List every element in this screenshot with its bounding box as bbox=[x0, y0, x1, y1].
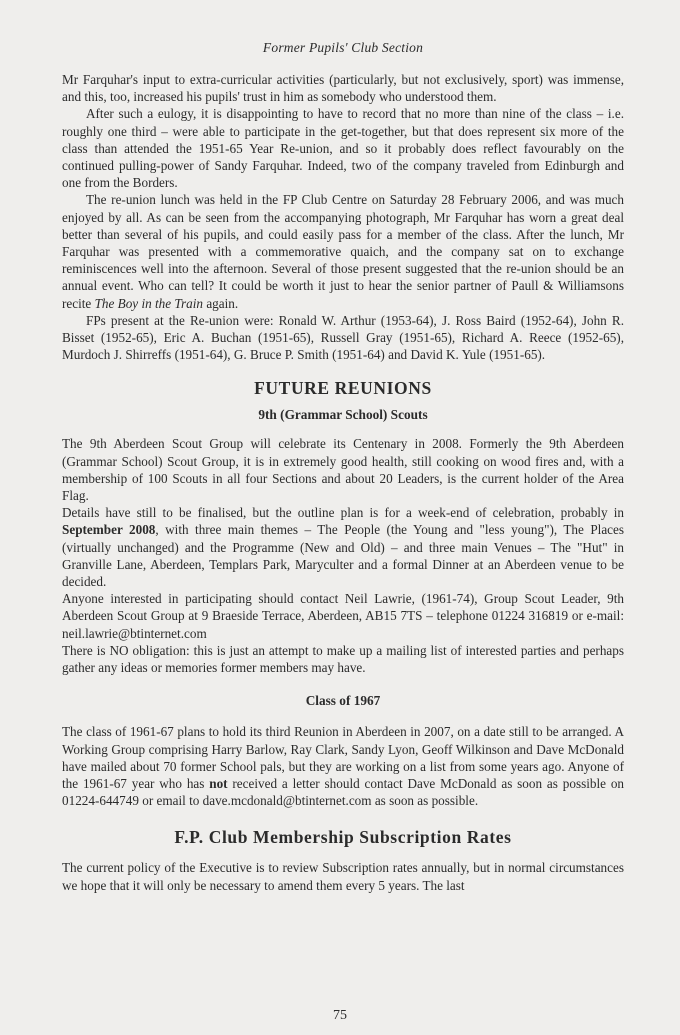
future-reunions-heading: FUTURE REUNIONS bbox=[254, 378, 432, 399]
membership-heading: F.P. Club Membership Subscription Rates bbox=[174, 827, 512, 848]
poem-title: The Boy in the Train bbox=[94, 295, 204, 311]
intro-paragraph-3 bbox=[62, 191, 624, 311]
scouts-obligation-paragraph: There is NO obligation: this is just an attempt to make up a mailing list of interested parties and perhaps gather any ideas or memories former members may have. bbox=[62, 642, 624, 676]
event-date: September 2008 bbox=[62, 522, 156, 538]
scouts-paragraph-2-end: , with three main themes – The People (the Young and "less young"), The Places (virtually unchanged) and the Programme (New and Old) – and three main Venues – The "Hut" in Granville Lane, Aberdeen, Templars Park, Maryculter and a formal Dinner at an Aberdeen venue to be decided. bbox=[62, 522, 625, 590]
intro-paragraph-2: After such a eulogy, it is disappointing to have to record that no more than nine of the class – i.e. roughly one third – were able to participate in the get-together, but that does represent six more of the class than attended the 1951-65 Year Re-union, and so it probably does reflect favourably on the continued pulling-power of Sandy Farquhar. Indeed, two of the company traveled from Edinburgh and one from the Borders. bbox=[62, 106, 624, 191]
page-number: 75 bbox=[333, 1008, 347, 1023]
scouts-subheading: 9th (Grammar School) Scouts bbox=[258, 407, 428, 423]
intro-paragraph-3-end: again. bbox=[203, 295, 239, 311]
class-1967-text: The class of 1961-67 plans to hold its third Reunion in Aberdeen in 2007, on a date still to be arranged. A Working Group comprising Harry Barlow, Ray Clark, Sandy Lyon, Geoff Wilkinson and Dave McDonald have mailed about 70 former School pals, but they are working on a list from some years ago. Anyone of the 1961-67 year who has bbox=[62, 724, 624, 791]
attendees-paragraph: FPs present at the Re-union were: Ronald W. Arthur (1953-64), J. Ross Baird (1952-64), John R. Bisset (1952-65), Eric A. Buchan (1951-65), Russell Gray (1951-65), Richard A. Reece (1952-65), Murdoch J. Shirreffs (1951-64), G. Bruce P. Smith (1951-64) and David K. Yule (1951-65). bbox=[62, 312, 624, 363]
intro-paragraph-1: Mr Farquhar's input to extra-curricular activities (particularly, but not exclusively, sport) was immense, and this, too, increased his pupils' trust in him as somebody who understood them. bbox=[62, 72, 624, 105]
scouts-paragraph-2 bbox=[62, 504, 624, 590]
running-header: Former Pupils' Club Section bbox=[262, 40, 424, 55]
intro-paragraph-3-text: The re-union lunch was held in the FP Club Centre on Saturday 28 February 2006, and was much enjoyed by all. As can be seen from the accompanying photograph, Mr Farquhar has worn a great deal better than several of his pupils, and could easily pass for a member of the class. After the lunch, Mr Farquhar was presented with a commemorative quaich, and the company sat on to exchange reminiscences well into the afternoon. Several of those present suggested that the re-union should be an annual event. Who can tell? It could be worth it just to hear the senior partner of Paull & Williamsons recite bbox=[62, 192, 624, 311]
scouts-paragraph-2-text: Details have still to be finalised, but the outline plan is for a week-end of celebration, probably in bbox=[62, 505, 624, 521]
class-1967-paragraph bbox=[62, 723, 624, 809]
not-emphasis: not bbox=[209, 775, 228, 791]
class-1967-text-end: received a letter should contact Dave McDonald as soon as possible on 01224-644749 or email to dave.mcdonald@btinternet.com as soon as possible. bbox=[62, 775, 625, 809]
scouts-paragraph-1: The 9th Aberdeen Scout Group will celebrate its Centenary in 2008. Formerly the 9th Aberdeen (Grammar School) Scout Group, it is in extremely good health, still cooking on wood fires and, with a membership of 100 Scouts in all four Sections and about 20 Leaders, is the current holder of the Area Flag. bbox=[62, 436, 624, 504]
class-1967-subheading: Class of 1967 bbox=[305, 693, 381, 709]
scouts-contact-paragraph: Anyone interested in participating should contact Neil Lawrie, (1961-74), Group Scout Leader, 9th Aberdeen Scout Group at 9 Braeside Terrace, Aberdeen, AB15 7TS – telephone 01224 316819 or e-mail: neil.lawrie@btinternet.com bbox=[62, 591, 624, 641]
membership-paragraph: The current policy of the Executive is to review Subscription rates annually, but in normal circumstances we hope that it will only be necessary to amend them every 5 years. The last bbox=[62, 860, 624, 893]
